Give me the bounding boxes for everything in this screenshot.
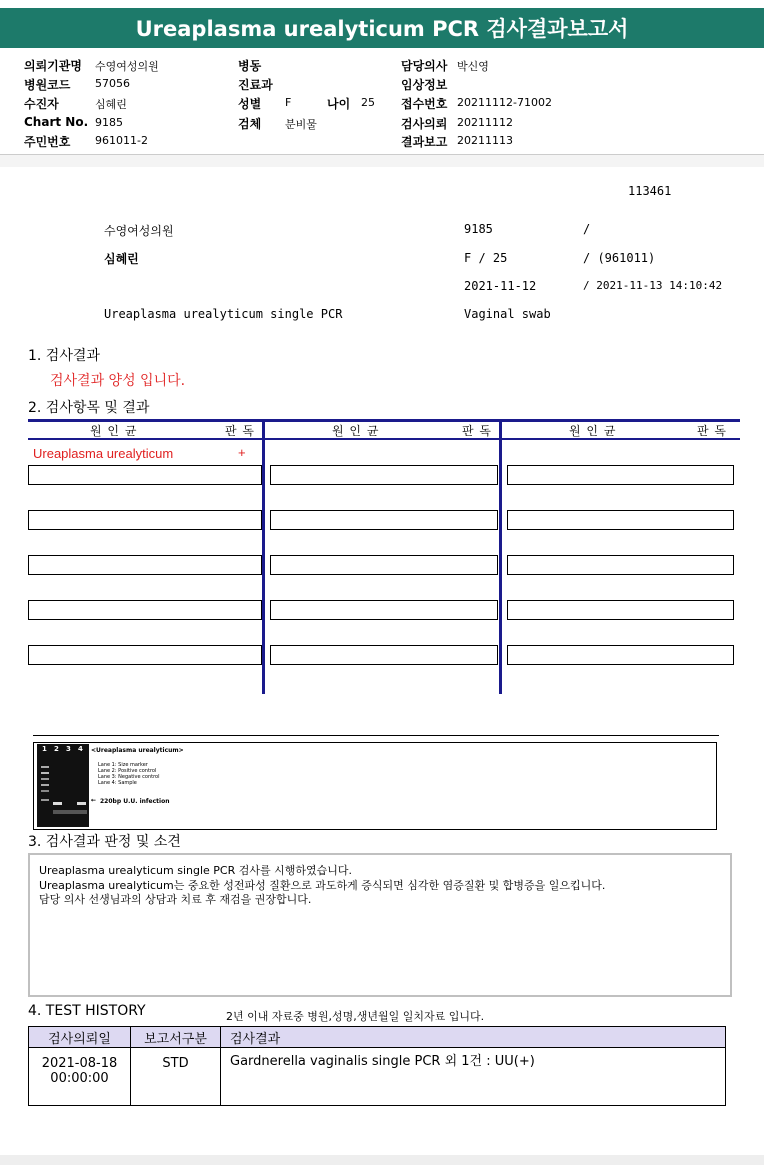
header-shadow: [0, 155, 764, 167]
summary-hospital: 수영여성의원: [104, 224, 174, 238]
summary-slash: /: [583, 222, 591, 236]
result-box: [28, 600, 262, 620]
table-divider-2: [499, 419, 502, 694]
value-receipt-no: 20211112-71002: [457, 96, 552, 109]
history-col-result: 검사결과: [221, 1027, 726, 1048]
result-box: [28, 555, 262, 575]
value-sex: F: [285, 96, 292, 109]
value-age: 25: [361, 96, 375, 109]
result-box: [507, 645, 734, 665]
opinion-line-3: 담당 의사 선생님과의 상담과 치료 후 재검을 권장합니다.: [39, 893, 312, 906]
value-resident-no: 961011-2: [95, 134, 148, 147]
value-specimen: 분비물: [285, 118, 317, 131]
summary-chart-no: 9185: [464, 222, 493, 236]
result-box: [507, 465, 734, 485]
value-patient: 심혜린: [95, 98, 127, 111]
gel-legend-1: Lane 1: Size marker: [98, 762, 148, 768]
lane-label-1: 1: [42, 745, 47, 753]
result-box: [28, 465, 262, 485]
result-box: [28, 645, 262, 665]
result-box: [507, 555, 734, 575]
value-chart-no: 9185: [95, 116, 123, 129]
ladder-band: [41, 799, 49, 801]
section4-heading: 4. TEST HISTORY: [28, 1003, 146, 1019]
table-row: [29, 1048, 726, 1106]
positive-control-band: [53, 802, 62, 805]
value-hospital-code: 57056: [95, 77, 130, 90]
label-institution: 의뢰기관명: [24, 59, 82, 73]
label-sex: 성별: [238, 97, 262, 111]
section1-heading: 1. 검사결과: [28, 348, 100, 364]
section1-result: 검사결과 양성 입니다.: [50, 373, 186, 389]
lane-label-3: 3: [66, 745, 71, 753]
opinion-line-1: Ureaplasma urealyticum single PCR 검사를 시행하였습니다.: [39, 864, 352, 877]
table-divider-1: [262, 419, 265, 694]
history-col-date: 검사의뢰일: [29, 1027, 131, 1048]
label-request-date: 검사의뢰: [401, 117, 448, 131]
section3-heading: 3. 검사결과 판정 및 소견: [28, 834, 181, 850]
summary-birth: / (961011): [583, 251, 656, 265]
primer-dimer-band: [53, 810, 87, 814]
result-box: [270, 465, 498, 485]
summary-patient: 심혜린: [104, 252, 139, 266]
summary-test-name: Ureaplasma urealyticum single PCR: [104, 307, 343, 321]
section2-heading: 2. 검사항목 및 결과: [28, 400, 150, 416]
value-request-date: 20211112: [457, 116, 513, 129]
label-specimen: 검체: [238, 117, 262, 131]
label-ward: 병동: [238, 59, 262, 73]
summary-sex-age: F / 25: [464, 251, 508, 265]
result-box: [507, 600, 734, 620]
result-box: [270, 645, 498, 665]
value-report-date: 20211113: [457, 134, 513, 147]
history-table: [28, 1026, 726, 1106]
history-result: Gardnerella vaginalis single PCR 외 1건 : UU(+): [221, 1048, 726, 1106]
ladder-band: [41, 766, 49, 768]
result-box: [270, 510, 498, 530]
label-hospital-code: 병원코드: [24, 78, 71, 92]
value-institution: 수영여성의원: [95, 60, 159, 73]
history-date-cell: [29, 1048, 131, 1106]
ladder-band: [41, 772, 49, 774]
history-time: 00:00:00: [50, 1071, 109, 1086]
gel-legend-3: Lane 3: Negative control: [98, 774, 160, 780]
gel-legend-2: Lane 2: Positive control: [98, 768, 157, 774]
gel-panel: [33, 742, 717, 830]
label-department: 진료과: [238, 78, 273, 92]
label-clinical-info: 임상정보: [401, 78, 448, 92]
history-type: STD: [131, 1048, 221, 1106]
col-header-judgment-3: 판 독: [697, 424, 727, 438]
label-receipt-no: 접수번호: [401, 97, 448, 111]
col-header-organism-2: 원 인 균: [332, 424, 380, 438]
lane-label-4: 4: [78, 745, 83, 753]
result-box: [270, 600, 498, 620]
gel-legend-4: Lane 4: Sample: [98, 780, 137, 786]
label-report-date: 결과보고: [401, 135, 448, 149]
footer-band: [0, 1155, 764, 1165]
section4-note: 2년 이내 자료중 병원,성명,생년월일 일치자료 입니다.: [226, 1010, 485, 1023]
ladder-band: [41, 784, 49, 786]
summary-code: 113461: [628, 184, 672, 198]
history-col-type: 보고서구분: [131, 1027, 221, 1048]
report-title: Ureaplasma urealyticum PCR 검사결과보고서: [0, 8, 764, 48]
summary-request-date: 2021-11-12: [464, 279, 537, 293]
result-judgment: +: [238, 445, 246, 460]
ladder-band: [41, 790, 49, 792]
value-doctor: 박신영: [457, 60, 489, 73]
col-header-judgment-1: 판 독: [225, 424, 255, 438]
gel-top-rule: [33, 735, 719, 736]
label-doctor: 담당의사: [401, 59, 448, 73]
col-header-organism-1: 원 인 균: [90, 424, 138, 438]
gel-image: [37, 744, 89, 827]
result-box: [507, 510, 734, 530]
opinion-line-2: Ureaplasma urealyticum는 중요한 성전파성 질환으로 과도하게 증식되면 심각한 염증질환 및 합병증을 일으킵니다.: [39, 879, 606, 892]
gel-title: <Ureaplasma urealyticum>: [91, 747, 184, 754]
summary-report-datetime: / 2021-11-13 14:10:42: [583, 279, 723, 292]
gel-arrow-icon: ←: [91, 797, 97, 804]
gel-band-label: 220bp U.U. infection: [100, 798, 170, 805]
lane-label-2: 2: [54, 745, 59, 753]
result-box: [270, 555, 498, 575]
ladder-band: [41, 778, 49, 780]
result-organism: Ureaplasma urealyticum: [33, 446, 174, 461]
summary-specimen: Vaginal swab: [464, 307, 551, 321]
history-date: 2021-08-18: [41, 1056, 118, 1071]
result-box: [28, 510, 262, 530]
opinion-box: [28, 853, 732, 997]
sample-band: [77, 802, 86, 805]
label-patient: 수진자: [24, 97, 59, 111]
label-chart-no: Chart No.: [24, 115, 89, 129]
label-resident-no: 주민번호: [24, 135, 71, 149]
col-header-organism-3: 원 인 균: [569, 424, 617, 438]
label-age: 나이: [327, 97, 351, 111]
col-header-judgment-2: 판 독: [462, 424, 492, 438]
